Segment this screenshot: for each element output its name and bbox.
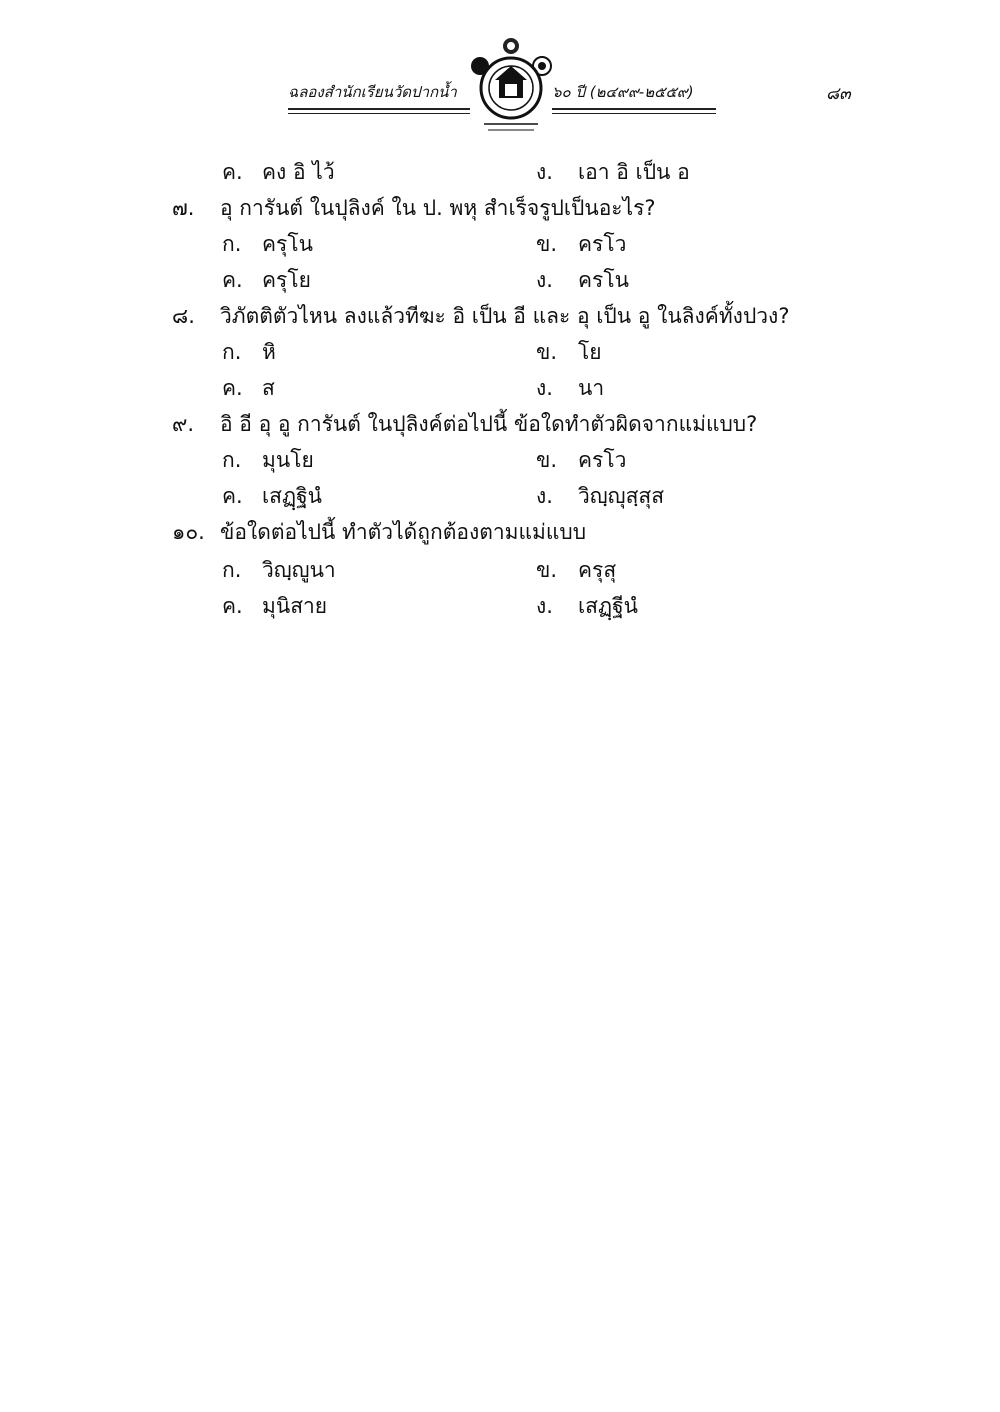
option-letter: ค.	[222, 160, 243, 184]
option-row	[0, 442, 1000, 478]
header-right-rule	[552, 108, 716, 110]
header-left	[288, 80, 470, 114]
header-right	[552, 80, 716, 114]
option-letter: ก.	[222, 448, 242, 472]
option-letter: ง.	[536, 594, 553, 618]
header-left-rule	[288, 108, 470, 110]
option-row	[0, 370, 1000, 406]
option-text: มุนโย	[262, 448, 314, 472]
option-text: ครโน	[578, 268, 629, 292]
option-row	[0, 262, 1000, 298]
option-row	[0, 154, 1000, 190]
question-row	[0, 514, 1000, 550]
option-text: เอา อิ เป็น อ	[578, 160, 690, 184]
option-letter: ข.	[536, 558, 558, 582]
question-text: ข้อใดต่อไปนี้ ทำตัวได้ถูกต้องตามแม่แบบ	[220, 520, 587, 544]
option-letter: ก.	[222, 232, 242, 256]
option-letter: ข.	[536, 232, 558, 256]
option-letter: ค.	[222, 594, 243, 618]
option-text: ครุสุ	[578, 558, 617, 582]
header-right-rule-thin	[552, 113, 716, 114]
option-text: ครโว	[578, 232, 627, 256]
option-text: เสฏฺฐินํ	[262, 484, 323, 508]
option-letter: ก.	[222, 340, 242, 364]
option-letter: ก.	[222, 558, 242, 582]
header-left-rule-thin	[288, 113, 470, 114]
option-letter: ค.	[222, 484, 243, 508]
question-text: อุ การันต์ ในปุลิงค์ ใน ป. พหุ สำเร็จรูปเป็นอะไร?	[220, 196, 656, 220]
question-row	[0, 406, 1000, 442]
option-text: นา	[578, 376, 605, 400]
option-text: ครโว	[578, 448, 627, 472]
option-text: วิญฺญูนา	[262, 558, 336, 582]
option-letter: ข.	[536, 340, 558, 364]
option-text: โย	[578, 340, 602, 364]
option-text: เสฏฺฐีนํ	[578, 594, 639, 618]
question-number: ๗.	[172, 196, 195, 220]
option-row	[0, 478, 1000, 514]
question-number: ๙.	[172, 412, 195, 436]
option-letter: ง.	[536, 376, 553, 400]
option-letter: ง.	[536, 268, 553, 292]
header-left-title: ฉลองสำนักเรียนวัดปากน้ำ	[288, 83, 457, 101]
header-right-title: ๖๐ ปี (๒๔๙๙-๒๕๕๙)	[552, 83, 694, 101]
question-row	[0, 190, 1000, 226]
option-text: มุนิสาย	[262, 594, 328, 618]
option-text: คง อิ ไว้	[262, 160, 335, 184]
page-header	[0, 0, 1000, 150]
option-row	[0, 226, 1000, 262]
option-letter: ค.	[222, 268, 243, 292]
question-text: อิ อี อุ อู การันต์ ในปุลิงค์ต่อไปนี้ ข้อใดทำตัวผิดจากแม่แบบ?	[220, 412, 758, 436]
question-text: วิภัตติตัวไหน ลงแล้วทีฆะ อิ เป็น อี และ อุ เป็น อู ในลิงค์ทั้งปวง?	[220, 304, 790, 328]
option-row	[0, 334, 1000, 370]
question-row	[0, 298, 1000, 334]
option-text: ครุโน	[262, 232, 313, 256]
option-text: ครุโย	[262, 268, 311, 292]
option-text: ส	[262, 376, 275, 400]
option-row	[0, 552, 1000, 588]
option-text: วิญฺญุสฺสุส	[578, 484, 665, 508]
question-number: ๑๐.	[172, 520, 205, 544]
question-number: ๘.	[172, 304, 195, 328]
option-letter: ง.	[536, 160, 553, 184]
seal-emblem-icon	[470, 36, 552, 136]
option-letter: ง.	[536, 484, 553, 508]
option-letter: ข.	[536, 448, 558, 472]
option-letter: ค.	[222, 376, 243, 400]
option-text: หิ	[262, 340, 276, 364]
option-row	[0, 588, 1000, 624]
page-number: ๘๓	[826, 84, 851, 104]
